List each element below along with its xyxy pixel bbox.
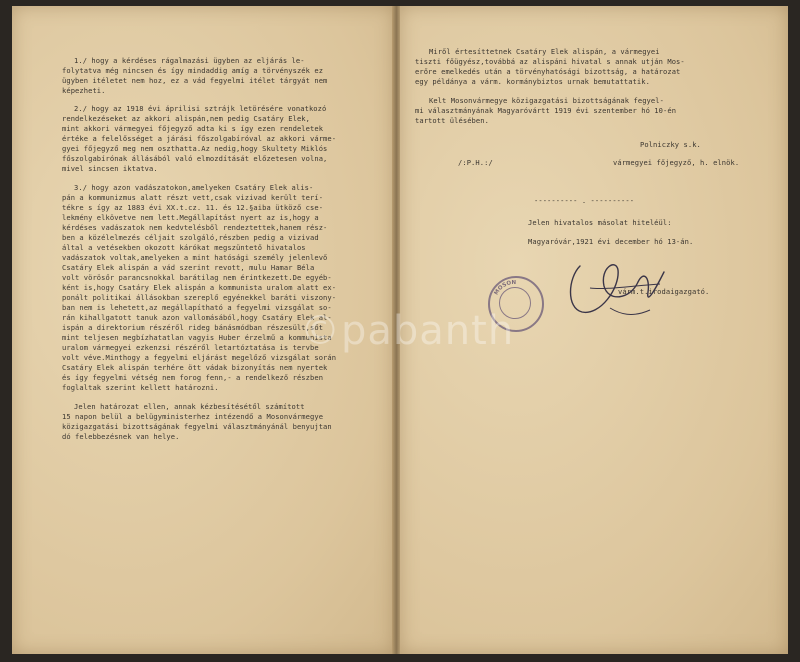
left-line-5: 2./ hogy az 1918 évi áprilisi sztrájk letörésére vonatkozó <box>74 104 327 113</box>
office-title: várm.t.irodaigazgató. <box>618 287 710 296</box>
left-line-26: ispán a direktorium részéről rideg bánásmódban részesült,sőt <box>62 323 324 332</box>
stamp-text: MOSON <box>493 279 517 297</box>
left-line-15: lekmény elkövetve nem lett.Megállapítást nyert az is,hogy a <box>62 213 319 222</box>
right-line-3: erőre emelkedés után a törvényhatósági bizottság, a határozat <box>415 67 681 76</box>
left-line-20: Csatáry Elek alispán a vád szerint revott, mulu Hamar Béla <box>62 263 315 272</box>
left-line-21: volt vörösőr parancsnokkal barátilag nem érintkezett.De egyéb- <box>62 273 332 282</box>
left-line-22: ként is,hogy Csatáry Elek alispán a kommunista uralom alatt ex- <box>62 283 337 292</box>
handwritten-signature <box>560 248 670 328</box>
right-line-5: Kelt Mosonvármegye közigazgatási bizottságának fegyel- <box>429 96 664 105</box>
left-line-28: uralom vármegyei ezkenzsi részéről letartóztatása is tervbe <box>62 343 319 352</box>
left-line-33: Jelen határozat ellen, annak kézbesítésétől számított <box>74 402 305 411</box>
left-line-24: ban nem is lehetett,az megállapítható a fegyelmi vizsgálat so- <box>62 303 332 312</box>
left-line-34: 15 napon belül a belügyministerhez intézendő a Mosonvármegye <box>62 412 324 421</box>
left-line-35: közigazgatási bizottságának fegyelmi választmányánál benyujtan <box>62 422 332 431</box>
left-line-16: kérdéses vadászatok nem kedvtelésből rendeztettek,hanem rész- <box>62 223 328 232</box>
right-line-4: egy példánya a várm. kormánybiztos urnak bemutattatik. <box>415 77 650 86</box>
signature-name: Polniczky s.k. <box>640 140 701 149</box>
left-line-29: volt véve.Minthogy a fegyelmi eljárást megelőző vizsgálat során <box>62 353 337 362</box>
divider: ---------- . ---------- <box>534 196 635 205</box>
certification: Jelen hivatalos másolat hiteléül: <box>528 218 672 227</box>
left-line-19: vadászatok voltak,amelyeken a mint hatósági személy jelenlevő <box>62 253 328 262</box>
left-line-10: főszolgabírónak állásából való elmozdítását előzetesen volna, <box>62 154 328 163</box>
left-line-23: ponált politikai állásokban szereplő egyénekkel baráti viszony- <box>62 293 337 302</box>
right-line-2: tiszti főügyész,továbbá az alispáni hivatal s annak utján Mos- <box>415 57 685 66</box>
watermark: ©pabanth <box>300 308 515 354</box>
left-line-6: rendelkezéseket az akkori alispán,nem pedig Csatáry Elek, <box>62 114 310 123</box>
right-line-1: Miről értesíttetnek Csatáry Elek alispán, a vármegyei <box>429 47 660 56</box>
left-line-36: dó felebbezésnek van helye. <box>62 432 180 441</box>
left-line-12: 3./ hogy azon vadászatokon,amelyeken Csatáry Elek alis- <box>74 183 314 192</box>
left-line-31: és így fegyelmi vétség nem forog fenn,- a rendelkező részben <box>62 373 324 382</box>
left-line-18: által a vetésekben okozott kárókat megszüntető hivatalos <box>62 243 306 252</box>
left-line-7: mint akkori vármegyei főjegyző adta ki s így ezen rendeletek <box>62 124 324 133</box>
left-line-11: mivel sincsen iktatva. <box>62 164 158 173</box>
left-line-9: gyei főjegyző meg nem oszthatta.Az nedig,hogy Skultety Miklós <box>62 144 328 153</box>
left-line-14: tékre s így az 1883 évi XX.t.cz. 11. és 12.§aiba ütköző cse- <box>62 203 324 212</box>
left-line-1: 1./ hogy a kérdéses rágalmazási ügyben az eljárás le- <box>74 56 305 65</box>
place-date: Magyaróvár,1921 évi december hó 13-án. <box>528 237 694 246</box>
left-line-30: Csatáry Elek alispán terhére ött vádak bizonyítás nem nyertek <box>62 363 328 372</box>
left-line-4: képezheti. <box>62 86 106 95</box>
svg-text:MOSON <box>494 280 517 296</box>
ph-mark: /:P.H.:/ <box>458 158 493 167</box>
right-line-7: tartott ülésében. <box>415 116 489 125</box>
left-line-8: értéke a felelősséget a járási főszolgabíróval az akkori várme- <box>62 134 337 143</box>
left-line-13: pán a kommunizmus alatt részt vett,csak vizivad került terí- <box>62 193 324 202</box>
right-line-6: mi választmányának Magyaróvártt 1919 évi szentember hó 10-én <box>415 106 677 115</box>
left-line-25: rán kihallgatott tanuk azon vallomásából,hogy Csatáry Elek al- <box>62 313 332 322</box>
left-line-27: mint teljesen megbízhatatlan vagyis Huber érzelmű a kommunista <box>62 333 332 342</box>
signature-title: vármegyei főjegyző, h. elnök. <box>613 158 740 167</box>
left-line-32: foglaltak szerint kellett határozni. <box>62 383 219 392</box>
left-line-17: ben a közélelmezés céljait szolgáló,részben pedig a vizivad <box>62 233 319 242</box>
left-line-2: folytatva még nincsen és így mindaddig amíg a törvényszék ez <box>62 66 324 75</box>
left-line-3: ügyben itéletet nem hoz, ez a vád fegyelmi itélet tárgyát nem <box>62 76 328 85</box>
